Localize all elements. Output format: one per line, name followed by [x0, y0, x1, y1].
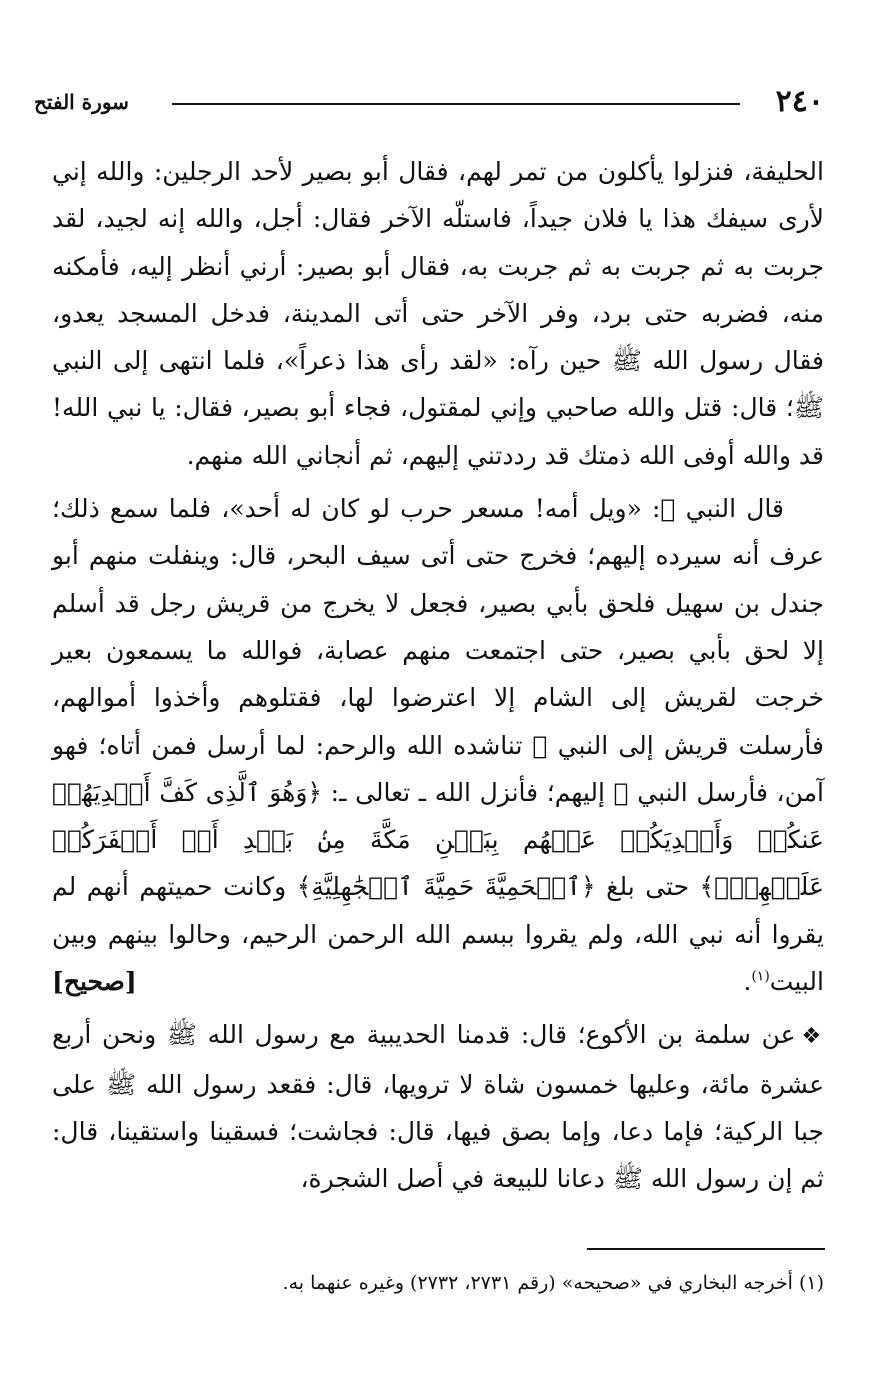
paragraph-3 — [52, 1011, 824, 1202]
page-title: سورة الفتح — [34, 90, 129, 114]
paragraph-2-text: قال النبي ﷺ: «ويل أمه! مسعر حرب لو كان له أحد»، فلما سمع ذلك؛ عرف أنه سيرده إليهم؛ فخرج حتى أتى سيف البحر، قال: وينفلت منهم أبو جندل بن سهيل فلحق بأبي بصير، فجعل لا يخرج من قريش رجل قد أسلم إلا لحق بأبي بصير، حتى اجتمعت منهم عصابة، فوالله ما يسمعون بعير خرجت لقريش إلى الشام إلا اعترضوا لها، فقتلوهم وأخذوا أموالهم، فأرسلت قريش إلى النبي ﷺ تناشده الله والرحم: لما أرسل فمن أتاه؛ فهو آمن، فأرسل النبي ﷺ إليهم؛ فأنزل الله ـ تعالى ـ: ﴿وَهُوَ ٱلَّذِى كَفَّ أَيۡدِيَهُمۡ عَنكُمۡ وَأَيۡدِيَكُمۡ عَنۡهُم بِبَطۡنِ مَكَّةَ مِنۢ بَعۡدِ أَنۡ أَظۡفَرَكُمۡ عَلَيۡهِمۡۚ﴾ حتى بلغ ﴿ٱلۡحَمِيَّةَ حَمِيَّةَ ٱلۡجَٰهِلِيَّةِ﴾ وكانت حميتهم أنهم لم يقروا أنه نبي الله، ولم يقروا ببسم الله الرحمن الرحيم، وحالوا بينهم وبين البيت — [52, 494, 824, 997]
page-number: ٢٤٠ — [775, 84, 824, 119]
paragraph-2-end: . — [743, 967, 752, 997]
hadith-grade: [صحيح] — [52, 967, 137, 997]
footnote-rule — [587, 1248, 825, 1250]
main-text — [52, 148, 824, 1203]
footnote: (١) أخرجه البخاري في «صحيحه» (رقم ٢٧٣١، ٢٧٣٢) وغيره عنهما به. — [282, 1272, 824, 1294]
header-rule — [172, 103, 740, 105]
diamond-bullet-icon: ❖ — [801, 1024, 824, 1050]
paragraph-3-text: عن سلمة بن الأكوع؛ قال: قدمنا الحديبية مع رسول الله ﷺ ونحن أربع عشرة مائة، وعليها خمسون شاة لا ترويها، قال: فقعد رسول الله ﷺ على جبا الركية؛ فإما دعا، وإما بصق فيها، قال: فجاشت؛ فسقينا واستقينا، قال: ثم إن رسول الله ﷺ دعانا للبيعة في أصل الشجرة، — [52, 1020, 824, 1194]
paragraph-1: الحليفة، فنزلوا يأكلون من تمر لهم، فقال أبو بصير لأحد الرجلين: والله إني لأرى سيفك هذا يا فلان جيداً، فاستلّه الآخر فقال: أجل، والله إنه لجيد، لقد جربت به ثم جربت به ثم جربت به، فقال أبو بصير: أرني أنظر إليه، فأمكنه منه، فضربه حتى برد، وفر الآخر حتى أتى المدينة، فدخل المسجد يعدو، فقال رسول الله ﷺ حين رآه: «لقد رأى هذا ذعراً»، فلما انتهى إلى النبي ﷺ؛ قال: قتل والله صاحبي وإني لمقتول، فجاء أبو بصير، فقال: يا نبي الله! قد والله أوفى الله ذمتك قد رددتني إليهم، ثم أنجاني الله منهم. — [52, 157, 824, 470]
page-header — [34, 80, 824, 124]
paragraph-2 — [52, 485, 824, 1005]
footnote-reference: (١) — [751, 968, 770, 985]
